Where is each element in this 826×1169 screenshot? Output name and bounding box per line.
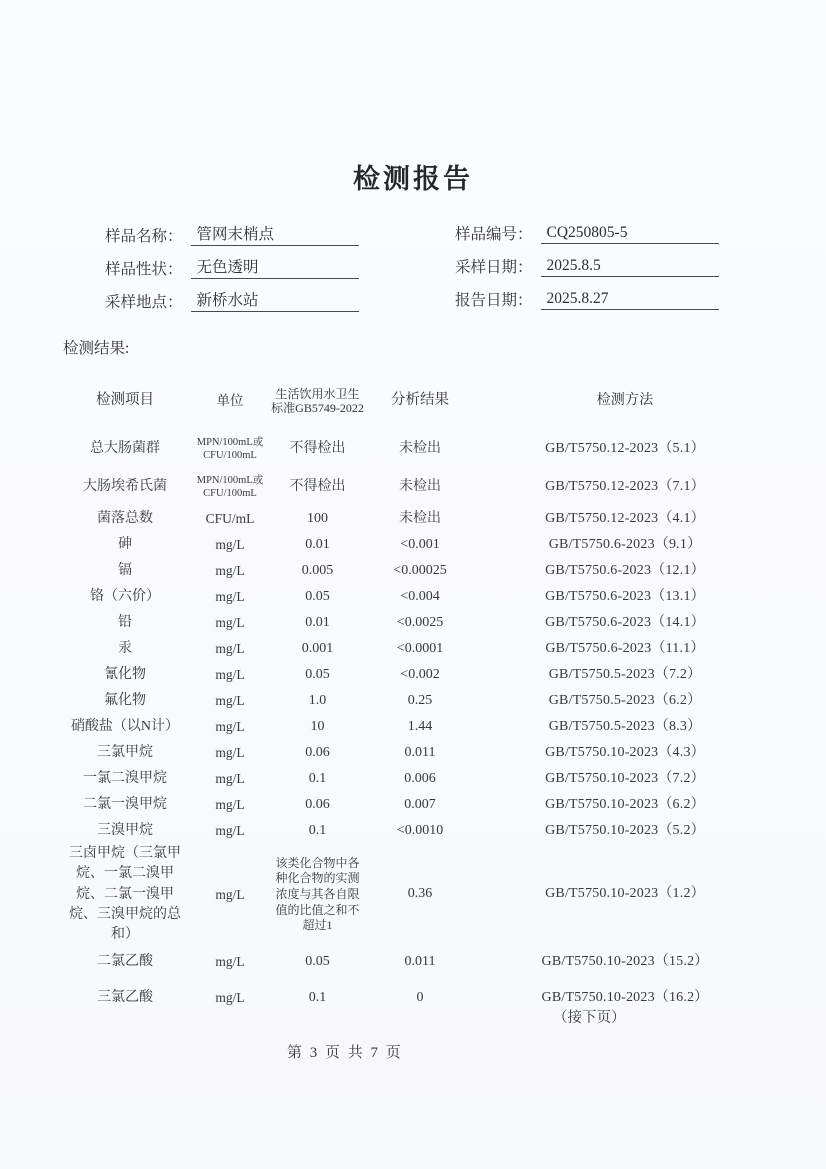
sample-state-label: 样品性状： [105,261,183,278]
result-standard: 0.06 [305,796,330,812]
result-item: 三氯甲烷 [97,744,153,760]
table-row [60,584,775,610]
result-item: 总大肠菌群 [90,440,160,456]
report-date-label: 报告日期： [455,292,533,309]
result-unit: mg/L [215,796,245,812]
result-method: GB/T5750.10-2023（5.2） [545,822,705,838]
result-method: GB/T5750.5-2023（7.2） [548,666,702,682]
result-standard: 1.0 [308,692,327,708]
result-unit: mg/L [215,718,245,734]
result-method: GB/T5750.6-2023（14.1） [545,614,705,630]
table-row [60,430,775,468]
result-item: 镉 [118,562,132,578]
result-value: 未检出 [399,510,441,526]
result-item: 汞 [118,640,132,656]
result-method: GB/T5750.12-2023（7.1） [545,478,705,494]
result-standard: 该类化合物中各种化合物的实测浓度与其各自限值的比值之和不超过1 [275,855,360,933]
result-method: GB/T5750.10-2023（7.2） [545,770,705,786]
result-value: <0.001 [400,536,440,552]
sampling-site-label: 采样地点： [105,294,183,311]
result-value: 未检出 [399,440,441,456]
table-row [60,506,775,532]
result-item: 氰化物 [104,666,146,682]
result-method: GB/T5750.6-2023（11.1） [545,640,705,656]
header-unit: 单位 [216,392,244,408]
header-item: 检测项目 [96,392,154,409]
result-method: GB/T5750.10-2023（15.2） [541,953,709,969]
sample-name-value: 管网末梢点 [191,222,359,246]
result-unit: mg/L [215,588,245,604]
result-standard: 0.005 [301,562,334,578]
result-unit: mg/L [215,692,245,708]
result-item: 铬（六价） [90,588,160,604]
result-value: 0.007 [404,796,436,812]
sample-name-field [105,222,359,246]
result-unit: MPN/100mL或CFU/100mL [196,474,264,499]
result-item: 砷 [118,536,132,552]
result-standard: 0.01 [305,614,330,630]
result-method: GB/T5750.10-2023（4.3） [545,744,705,760]
table-row [60,610,775,636]
result-unit: mg/L [215,536,245,552]
result-standard: 0.05 [305,666,330,682]
results-table [60,372,775,1016]
result-standard: 0.06 [305,744,330,760]
sample-state-value: 无色透明 [191,255,359,279]
result-item: 氟化物 [104,692,146,708]
result-standard: 0.1 [308,770,327,786]
result-item: 铅 [118,614,132,630]
result-unit: MPN/100mL或CFU/100mL [196,436,264,461]
sample-no-label: 样品编号： [455,226,533,243]
sample-state-field [105,255,359,279]
result-standard: 0.05 [305,953,330,969]
sampling-site-value: 新桥水站 [191,288,359,312]
continuation-note: （接下页） [553,1010,626,1026]
sampling-date-label: 采样日期： [455,259,533,276]
result-value: 0 [416,989,424,1005]
header-result: 分析结果 [391,392,449,409]
report-date-value: 2025.8.27 [541,290,719,310]
table-row [60,714,775,740]
report-date-field [455,288,719,310]
sample-no-value: CQ250805-5 [541,224,719,244]
result-method: GB/T5750.10-2023（16.2） [541,989,709,1005]
table-header-row [60,372,775,430]
table-row [60,792,775,818]
result-value: 0.25 [407,692,433,708]
sample-no-field [455,222,719,244]
result-item: 二氯一溴甲烷 [83,796,167,812]
result-standard: 不得检出 [289,478,346,494]
table-row [60,818,775,844]
sampling-date-value: 2025.8.5 [541,257,719,277]
result-unit: CFU/mL [205,510,255,526]
result-standard: 不得检出 [289,440,346,456]
table-row [60,688,775,714]
table-row [60,558,775,584]
result-standard: 100 [307,510,328,526]
header-method: 检测方法 [596,392,654,408]
result-value: 0.011 [404,953,436,969]
result-method: GB/T5750.5-2023（6.2） [548,692,702,708]
sampling-site-field [105,288,359,312]
result-value: 0.006 [404,770,436,786]
result-unit: mg/L [215,666,245,682]
result-standard: 10 [310,718,325,734]
result-unit: mg/L [215,989,245,1005]
result-method: GB/T5750.6-2023（12.1） [545,562,705,578]
table-row [60,662,775,688]
table-row [60,944,775,980]
result-value: <0.00025 [393,562,447,578]
result-value: 0.011 [404,744,436,760]
result-value: <0.0001 [396,640,444,656]
results-section-label: 检测结果: [63,340,130,357]
result-method: GB/T5750.12-2023（5.1） [545,440,705,456]
page-title: 检测报告 [353,164,473,194]
table-row [60,468,775,506]
sample-name-label: 样品名称： [105,228,183,245]
result-value: <0.0010 [396,822,444,838]
result-unit: mg/L [215,640,245,656]
table-row [60,532,775,558]
header-standard: 生活饮用水卫生标准GB5749-2022 [271,386,364,415]
result-method: GB/T5750.10-2023（6.2） [545,796,705,812]
result-unit: mg/L [215,822,245,838]
result-unit: mg/L [215,953,245,969]
result-item: 二氯乙酸 [97,953,153,969]
result-standard: 0.01 [305,536,330,552]
result-unit: mg/L [215,614,245,630]
result-standard: 0.001 [301,640,334,656]
result-item: 硝酸盐（以N计） [70,718,180,734]
sampling-date-field [455,255,719,277]
result-value: 1.44 [407,718,433,734]
result-value: 未检出 [399,478,441,494]
result-item: 三氯乙酸 [97,989,153,1005]
table-row [60,980,775,1016]
result-value: <0.0025 [396,614,444,630]
result-value: <0.004 [400,588,440,604]
result-unit: mg/L [215,886,245,902]
result-item: 三溴甲烷 [97,822,153,838]
table-row [60,636,775,662]
result-method: GB/T5750.10-2023（1.2） [545,886,705,902]
table-row [60,766,775,792]
page-number: 第 3 页 共 7 页 [287,1045,403,1061]
result-standard: 0.1 [308,989,327,1005]
table-row [60,740,775,766]
result-method: GB/T5750.12-2023（4.1） [545,510,705,526]
result-item: 三卤甲烷（三氯甲烷、一氯二溴甲烷、二氯一溴甲烷、三溴甲烷的总和） [69,846,181,943]
result-item: 大肠埃希氏菌 [83,478,167,494]
result-standard: 0.05 [305,588,330,604]
result-method: GB/T5750.6-2023（9.1） [548,536,702,552]
result-unit: mg/L [215,562,245,578]
result-unit: mg/L [215,770,245,786]
result-item: 菌落总数 [97,510,153,526]
result-unit: mg/L [215,744,245,760]
result-item: 一氯二溴甲烷 [83,770,167,786]
result-value: <0.002 [400,666,440,682]
table-row [60,844,775,944]
result-method: GB/T5750.5-2023（8.3） [548,718,702,734]
result-value: 0.36 [407,886,433,902]
result-standard: 0.1 [308,822,327,838]
result-method: GB/T5750.6-2023（13.1） [545,588,705,604]
